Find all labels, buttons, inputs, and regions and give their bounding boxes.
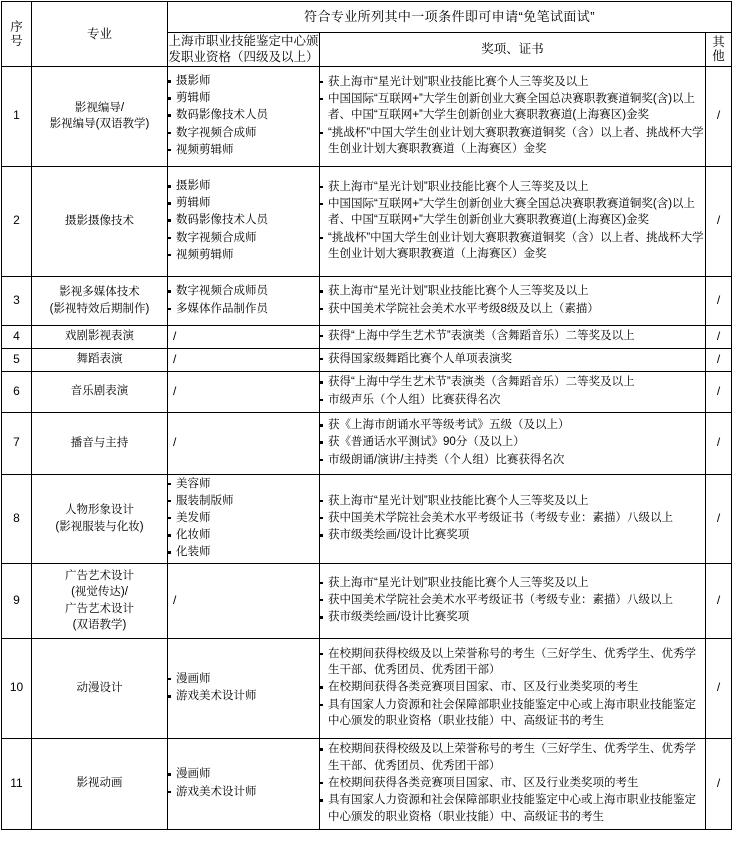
row-other: /	[706, 66, 732, 166]
certificate-list	[168, 476, 319, 561]
award-item: 获上海市“星光计划”职业技能比赛个人三等奖及以上	[320, 283, 705, 300]
header-award: 奖项、证书	[320, 33, 706, 67]
row-major-name	[32, 348, 168, 371]
header-cert: 上海市职业技能鉴定中心颁发职业资格（四级及以上）	[168, 34, 319, 65]
major-line: (影视特效后期制作)	[49, 302, 150, 315]
row-major-name	[32, 371, 168, 412]
table-row	[2, 371, 732, 412]
award-item: 市级朗诵/演讲/主持类（个人组）比赛获得名次	[320, 452, 705, 469]
award-item: 获上海市“星光计划”职业技能比赛个人三等奖及以上	[320, 493, 705, 510]
row-other: /	[706, 276, 732, 325]
table-body	[2, 66, 732, 829]
row-vocational-certificates: /	[168, 325, 320, 348]
major-line: 影视多媒体技术	[59, 286, 140, 299]
award-item: 获上海市“星光计划”职业技能比赛个人三等奖及以上	[320, 575, 705, 592]
award-item: 获市级类绘画/设计比赛奖项	[320, 609, 705, 626]
row-other: /	[706, 371, 732, 412]
row-awards-and-certificates	[320, 166, 706, 276]
major-line: 播音与主持	[70, 436, 129, 449]
award-item: 在校期间获得校级及以上荣誉称号的考生（三好学生、优秀学生、优秀学生干部、优秀团员、优秀团干部）	[320, 646, 705, 679]
award-item: 市级声乐（个人组）比赛获得名次	[320, 392, 705, 409]
certificate-item: 化装师	[168, 544, 319, 561]
major-line: 影视动画	[76, 777, 123, 790]
table-row	[2, 474, 732, 563]
certificate-list	[168, 283, 319, 317]
major-line: 影视编导(双语教学)	[49, 118, 150, 130]
row-awards-and-certificates	[320, 638, 706, 738]
award-list	[320, 283, 705, 317]
row-major-name	[32, 412, 168, 474]
major-line: 音乐剧表演	[70, 385, 129, 398]
header-major: 专业	[32, 2, 168, 67]
row-other: /	[706, 563, 732, 638]
row-awards-and-certificates	[320, 371, 706, 412]
row-sequence-number: 6	[2, 371, 32, 412]
table-row	[2, 412, 732, 474]
award-item: 获市级类绘画/设计比赛奖项	[320, 527, 705, 544]
award-item: 获《普通话水平测试》90分（及以上）	[320, 434, 705, 451]
row-sequence-number: 2	[2, 166, 32, 276]
table-row	[2, 66, 732, 166]
award-item: 中国国际“互联网+”大学生创新创业大赛全国总决赛职教赛道铜奖(含)以上者、中国“互联网+”大学生创新创业大赛职教赛道(上海赛区)金奖	[320, 196, 705, 229]
header-seq-char-2: 号	[10, 33, 23, 48]
table-row	[2, 563, 732, 638]
header-other-char-1: 其	[712, 35, 725, 50]
major-line: 舞蹈表演	[76, 353, 123, 366]
row-other: /	[706, 348, 732, 371]
row-other: /	[706, 638, 732, 738]
award-list	[320, 741, 705, 825]
table-row	[2, 638, 732, 738]
header-other-char-2: 他	[712, 49, 725, 64]
award-list	[320, 74, 705, 158]
major-line: 摄影摄像技术	[65, 214, 134, 227]
table-row	[2, 738, 732, 829]
award-list	[320, 646, 705, 730]
row-vocational-certificates	[168, 276, 320, 325]
certificate-item: 数字视频合成师	[168, 230, 319, 247]
row-vocational-certificates	[168, 738, 320, 829]
certificate-item: 剪辑师	[168, 90, 319, 107]
award-item: 在校期间获得各类竞赛项目国家、市、区及行业类奖项的考生	[320, 679, 705, 696]
major-line: (双语教学)	[72, 618, 127, 631]
row-sequence-number: 3	[2, 276, 32, 325]
row-major-name	[32, 166, 168, 276]
header-seq-char-1: 序	[10, 19, 23, 34]
certificate-item: 数字视频合成师员	[168, 283, 319, 300]
award-list	[320, 351, 705, 368]
row-awards-and-certificates	[320, 563, 706, 638]
row-other: /	[706, 474, 732, 563]
certificate-item: 多媒体作品制作员	[168, 301, 319, 318]
header-other	[706, 33, 732, 67]
major-line: 广告艺术设计	[65, 569, 134, 582]
major-line: (视觉传达)/	[71, 586, 128, 599]
certificate-list	[168, 73, 319, 158]
certificate-item: 游戏美术设计师	[168, 688, 319, 705]
row-awards-and-certificates	[320, 348, 706, 371]
certificate-item: 化妆师	[168, 527, 319, 544]
award-item: 在校期间获得各类竞赛项目国家、市、区及行业类奖项的考生	[320, 775, 705, 792]
row-vocational-certificates	[168, 166, 320, 276]
row-major-name	[32, 638, 168, 738]
certificate-list	[168, 766, 319, 800]
header-seq	[2, 2, 32, 67]
award-item: 在校期间获得校级及以上荣誉称号的考生（三好学生、优秀学生、优秀学生干部、优秀团员、优秀团干部）	[320, 741, 705, 774]
row-sequence-number: 5	[2, 348, 32, 371]
row-sequence-number: 4	[2, 325, 32, 348]
certificate-list	[168, 178, 319, 263]
exemption-criteria-table	[1, 1, 732, 830]
header-group-title: 符合专业所列其中一项条件即可申请“免笔试面试”	[168, 2, 732, 33]
row-major-name	[32, 738, 168, 829]
header-row-group	[2, 2, 732, 33]
award-list	[320, 417, 705, 468]
certificate-item: 美发师	[168, 510, 319, 527]
certificate-item: 漫画师	[168, 671, 319, 688]
row-awards-and-certificates	[320, 66, 706, 166]
award-item: 获上海市“星光计划”职业技能比赛个人三等奖及以上	[320, 179, 705, 196]
row-vocational-certificates: /	[168, 412, 320, 474]
award-item: 中国国际“互联网+”大学生创新创业大赛全国总决赛职教赛道铜奖(含)以上者、中国“互联网+”大学生创新创业大赛职教赛道(上海赛区)金奖	[320, 91, 705, 124]
award-item: 具有国家人力资源和社会保障部职业技能鉴定中心或上海市职业技能鉴定中心颁发的职业资格（职业技能）中、高级证书的考生	[320, 792, 705, 825]
row-other: /	[706, 412, 732, 474]
row-major-name	[32, 276, 168, 325]
row-vocational-certificates: /	[168, 563, 320, 638]
row-awards-and-certificates	[320, 412, 706, 474]
certificate-item: 数码影像技术人员	[168, 212, 319, 229]
certificate-item: 游戏美术设计师	[168, 784, 319, 801]
table-row	[2, 348, 732, 371]
row-major-name	[32, 474, 168, 563]
row-major-name	[32, 66, 168, 166]
certificate-item: 美容师	[168, 476, 319, 493]
row-sequence-number: 7	[2, 412, 32, 474]
major-line: (影视服装与化妆)	[55, 520, 144, 533]
row-vocational-certificates: /	[168, 371, 320, 412]
major-line: 动漫设计	[76, 681, 123, 694]
award-list	[320, 328, 705, 345]
row-other: /	[706, 325, 732, 348]
award-list	[320, 179, 705, 263]
award-item: 获中国美术学院社会美术水平考级8级及以上（素描）	[320, 301, 705, 318]
major-line: 广告艺术设计	[65, 602, 134, 615]
row-sequence-number: 11	[2, 738, 32, 829]
row-sequence-number: 10	[2, 638, 32, 738]
certificate-list	[168, 671, 319, 705]
row-sequence-number: 1	[2, 66, 32, 166]
row-major-name	[32, 325, 168, 348]
award-list	[320, 374, 705, 408]
row-other: /	[706, 738, 732, 829]
award-item: “挑战杯”中国大学生创业计划大赛职教赛道铜奖（含）以上者、挑战杯大学生创业计划大赛职教赛道（上海赛区）金奖	[320, 125, 705, 158]
certificate-item: 漫画师	[168, 766, 319, 783]
table-row	[2, 325, 732, 348]
certificate-item: 摄影师	[168, 178, 319, 195]
award-list	[320, 575, 705, 626]
table-row	[2, 166, 732, 276]
row-vocational-certificates: /	[168, 348, 320, 371]
award-item: 获《上海市朗诵水平等级考试》五级（及以上）	[320, 417, 705, 434]
award-item: “挑战杯”中国大学生创业计划大赛职教赛道铜奖（含）以上者、挑战杯大学生创业计划大赛职教赛道（上海赛区）金奖	[320, 230, 705, 263]
major-line: 戏剧影视表演	[65, 330, 134, 343]
award-list	[320, 493, 705, 544]
row-vocational-certificates	[168, 474, 320, 563]
certificate-item: 剪辑师	[168, 195, 319, 212]
award-item: 获中国美术学院社会美术水平考级证书（考级专业：素描）八级以上	[320, 592, 705, 609]
row-other: /	[706, 166, 732, 276]
row-vocational-certificates	[168, 638, 320, 738]
award-item: 获得“上海中学生艺术节”表演类（含舞蹈音乐）二等奖及以上	[320, 374, 705, 391]
major-line: 人物形象设计	[65, 504, 134, 517]
certificate-item: 服装制版师	[168, 493, 319, 510]
row-awards-and-certificates	[320, 325, 706, 348]
row-sequence-number: 8	[2, 474, 32, 563]
award-item: 获上海市“星光计划”职业技能比赛个人三等奖及以上	[320, 74, 705, 91]
certificate-item: 数字视频合成师	[168, 125, 319, 142]
row-vocational-certificates	[168, 66, 320, 166]
table-header	[2, 2, 732, 67]
row-awards-and-certificates	[320, 276, 706, 325]
certificate-item: 视频剪辑师	[168, 142, 319, 159]
certificate-item: 数码影像技术人员	[168, 107, 319, 124]
row-sequence-number: 9	[2, 563, 32, 638]
row-major-name	[32, 563, 168, 638]
award-item: 获得国家级舞蹈比赛个人单项表演奖	[320, 351, 705, 368]
award-item: 获中国美术学院社会美术水平考级证书（考级专业：素描）八级以上	[320, 510, 705, 527]
major-line: 影视编导/	[74, 101, 125, 114]
certificate-item: 视频剪辑师	[168, 247, 319, 264]
award-item: 具有国家人力资源和社会保障部职业技能鉴定中心或上海市职业技能鉴定中心颁发的职业资格（职业技能）中、高级证书的考生	[320, 697, 705, 730]
row-awards-and-certificates	[320, 474, 706, 563]
award-item: 获得“上海中学生艺术节”表演类（含舞蹈音乐）二等奖及以上	[320, 328, 705, 345]
table-row	[2, 276, 732, 325]
row-awards-and-certificates	[320, 738, 706, 829]
certificate-item: 摄影师	[168, 73, 319, 90]
